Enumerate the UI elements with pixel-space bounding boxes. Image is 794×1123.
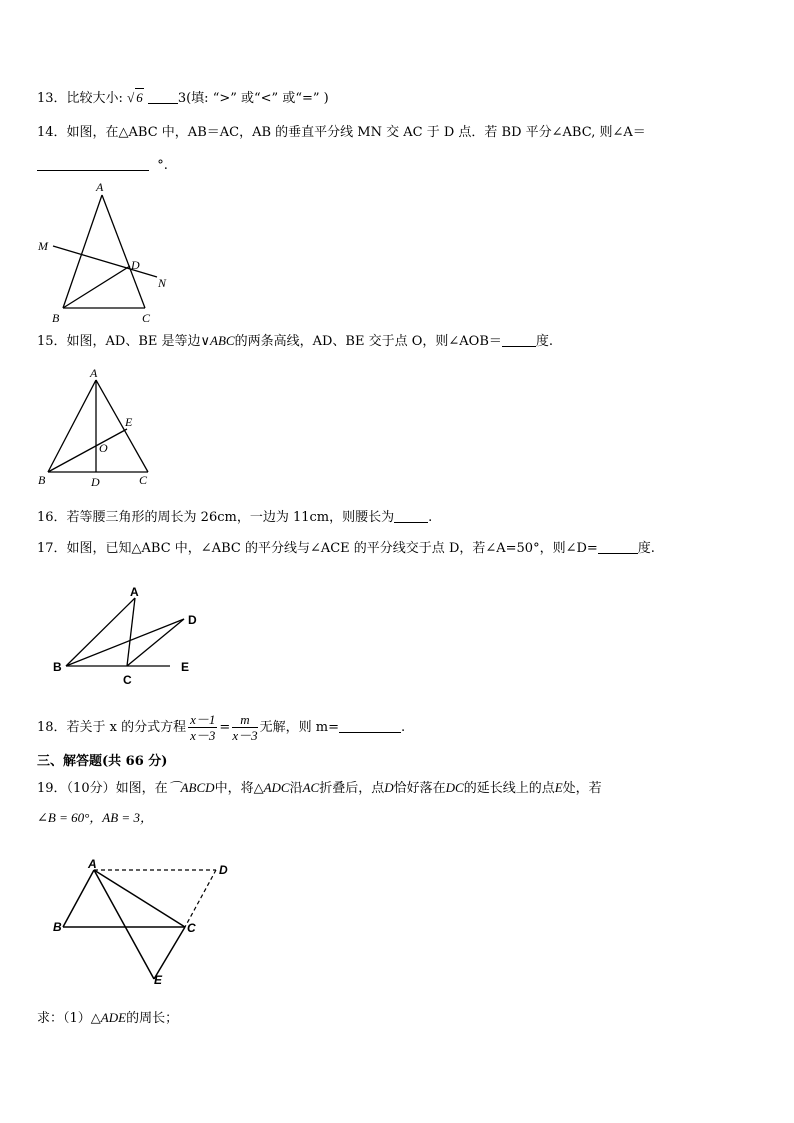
label-C: C [123,673,132,687]
label-C: C [187,921,196,935]
label-C: C [142,311,151,325]
question-19-condition: ∠B = 60°，AB = 3， [37,810,153,825]
question-17: 17．如图，已知△ABC 中，∠ABC 的平分线与∠ACE 的平分线交于点 D，若∠A=50°，则∠D= 度. [37,541,655,556]
answer-blank[interactable] [37,156,149,171]
label-A: A [96,180,104,194]
fraction-right: $\frac{m}{x-3}$ [232,712,258,743]
label-B: B [53,660,62,674]
answer-blank[interactable] [148,89,178,104]
label-E: E [154,973,163,987]
answer-blank[interactable] [598,539,638,554]
label-A: A [90,366,98,380]
question-14-answer-line: °. [37,156,168,175]
figure-q14-triangle [30,178,180,328]
figure-q17-triangle [50,584,210,689]
label-B: B [38,473,46,487]
section-heading: 三、解答题(共 66 分) [37,754,168,769]
label-D: D [188,613,197,627]
question-18: 18．若关于 x 的分式方程 $\frac{x-1}{x-3}$ = $\frac{m}{x-3}$ 无解，则 m= . [37,712,406,743]
label-E: E [181,660,190,674]
label-A: A [88,857,97,871]
fraction-left: $\frac{x-1}{x-3}$ [190,712,216,743]
question-15: 15．如图，AD、BE 是等边∨ABC的两条高线，AD、BE 交于点 O，则∠AOB＝ 度. [37,333,554,349]
answer-blank[interactable] [502,332,536,347]
question-19: 19．（10分）如图，在⌒ABCD中，将△ADC沿AC折叠后，点D恰好落在DC的延长线上的点E处，若 [37,780,602,796]
label-B: B [53,920,62,934]
label-O: O [99,441,108,455]
question-16: 16．若等腰三角形的周长为 26cm，一边为 11cm，则腰长为 . [37,510,433,525]
label-N: N [158,276,167,290]
label-B: B [52,311,60,325]
answer-blank[interactable] [394,508,428,523]
label-C: C [139,473,148,487]
label-M: M [38,239,48,253]
label-E: E [125,415,133,429]
sqrt-expression: 6 [136,90,143,105]
answer-blank[interactable] [339,718,401,733]
label-A: A [130,585,139,599]
question-13: 13．比较大小: √ 6 3(填: “>” 或“<” 或“=” ) [37,90,329,106]
label-D: D [91,475,100,489]
figure-q15-triangle [36,366,166,491]
question-19-part-1: 求：（1）△ADE的周长； [37,1010,179,1026]
figure-q19-parallelogram [50,855,240,990]
label-D: D [131,258,140,272]
question-14: 14．如图，在△ABC 中，AB＝AC，AB 的垂直平分线 MN 交 AC 于 D 点．若 BD 平分∠ABC, 则∠A＝ [37,125,646,140]
label-D: D [219,863,228,877]
